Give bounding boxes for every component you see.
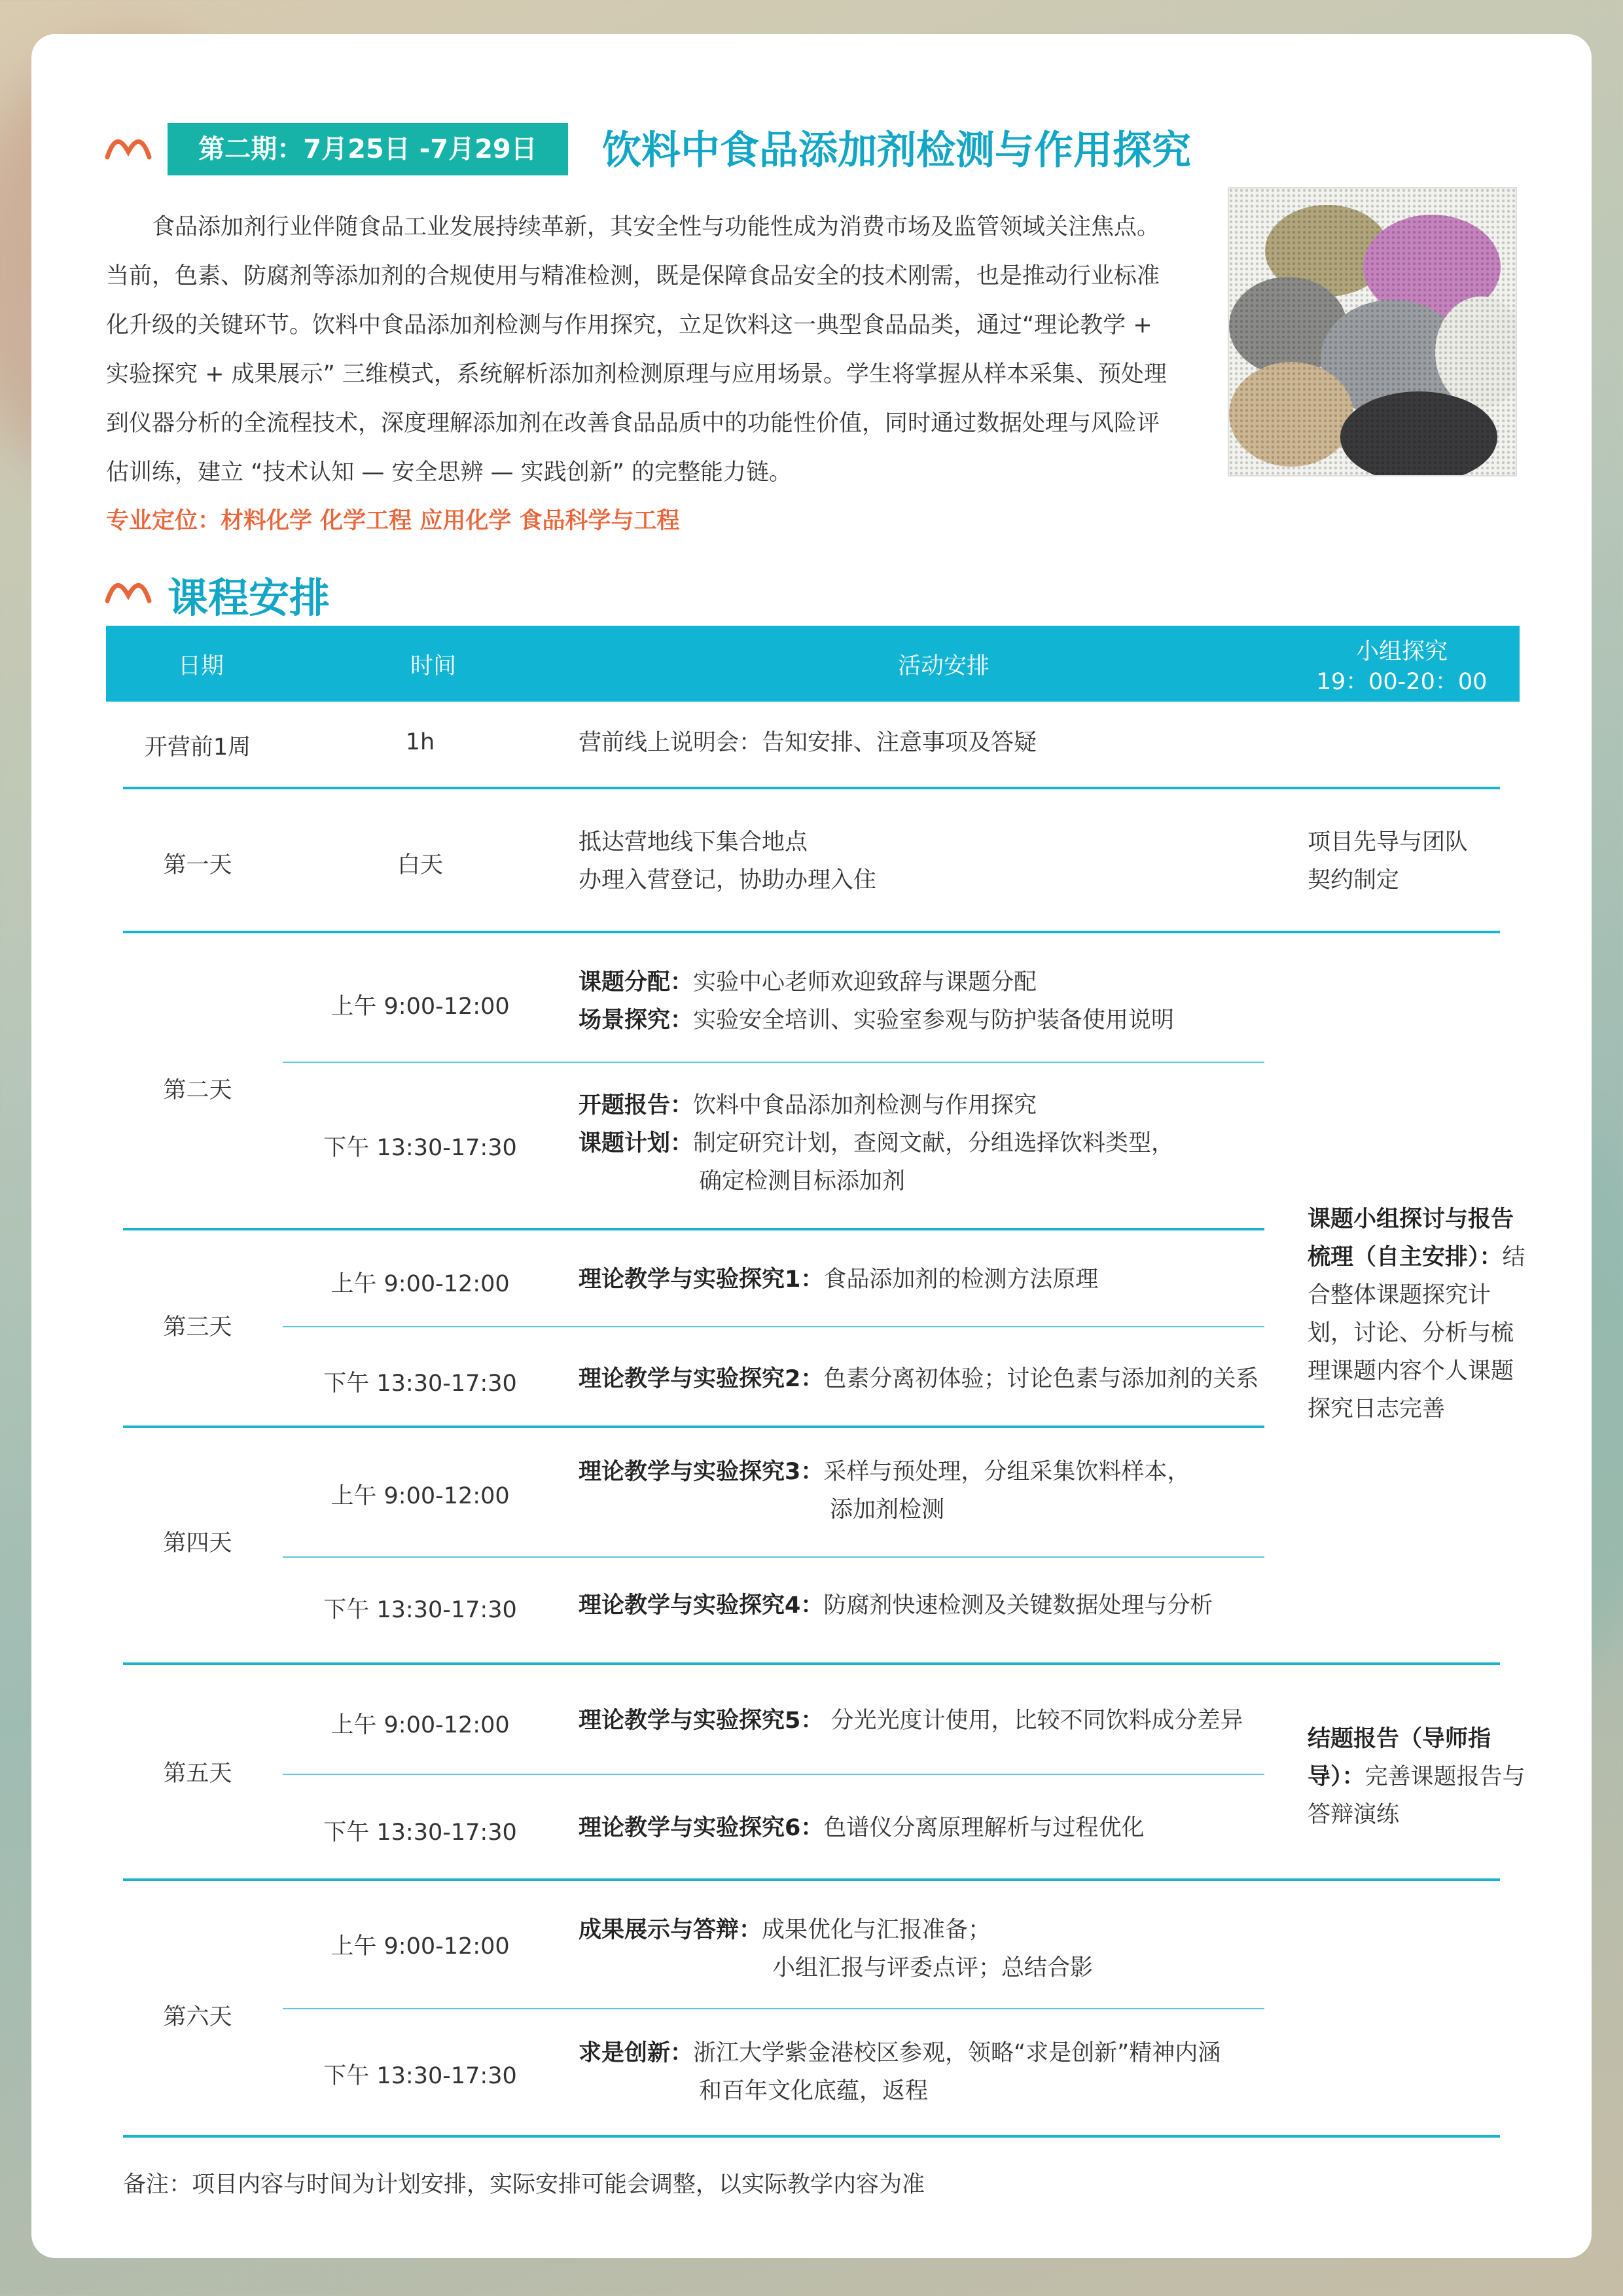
row-activity	[579, 1809, 1144, 1847]
intro-text	[106, 203, 1179, 497]
activity-line: 办理入营登记，协助办理入住	[579, 867, 877, 893]
activity-line: 抵达营地线下集合地点	[579, 829, 808, 855]
group-activity	[1308, 823, 1530, 899]
row-time: 上午 9:00-12:00	[330, 1483, 510, 1509]
row-divider	[123, 1426, 1264, 1428]
row-day: 第五天	[163, 1761, 232, 1787]
group-bold: 结题报告（导师指导）：	[1308, 1726, 1491, 1790]
row-activity	[579, 1587, 1213, 1624]
row-day: 第三天	[163, 1314, 232, 1340]
row-activity	[579, 1086, 1174, 1200]
header-time: 时间	[410, 653, 456, 679]
activity-line: 场景探究：实验安全培训、实验室参观与防护装备使用说明	[579, 1007, 1175, 1033]
row-divider	[123, 931, 1500, 933]
row-day: 开营前1周	[144, 734, 251, 761]
row-time: 下午 13:30-17:30	[323, 1135, 517, 1161]
row-day: 第二天	[163, 1077, 232, 1103]
activity-line: 课题计划：制定研究计划，查阅文献，分组选择饮料类型，	[579, 1130, 1175, 1157]
row-activity	[579, 1453, 1190, 1529]
row-activity	[579, 1702, 1243, 1740]
row-activity	[579, 1911, 1093, 1987]
wave-logo-icon	[105, 135, 152, 161]
activity-line: 和百年文化底蕴，返程	[699, 2078, 929, 2104]
header-date: 日期	[177, 653, 224, 679]
header-activity: 活动安排	[897, 653, 990, 679]
activity-line: 理论教学与实验探究4：防腐剂快速检测及关键数据处理与分析	[579, 1592, 1213, 1619]
row-time: 上午 9:00-12:00	[330, 994, 510, 1020]
row-activity	[579, 823, 876, 899]
group-activity	[1308, 1720, 1530, 1834]
row-time: 1h	[405, 729, 435, 755]
row-activity	[579, 1261, 1098, 1299]
sub-divider	[283, 2008, 1264, 2009]
wave-logo-icon	[105, 579, 152, 605]
row-divider	[123, 2135, 1500, 2138]
sub-divider	[283, 1774, 1264, 1775]
activity-line: 成果展示与答辩：成果优化与汇报准备；	[579, 1917, 991, 1943]
period-tag: 第二期：7月25日 -7月29日	[168, 123, 568, 175]
row-day: 第四天	[163, 1530, 232, 1556]
row-divider	[123, 1228, 1264, 1230]
page-title: 饮料中食品添加剂检测与作用探究	[602, 128, 1191, 173]
group-text: 结合整体课题探究计划，讨论、分析与梳理课题内容个人课题探究日志完善	[1308, 1244, 1525, 1422]
header-group: 小组探究	[1355, 639, 1448, 665]
group-text: 完善课题报告与答辩演练	[1308, 1764, 1525, 1828]
row-day: 第一天	[163, 852, 232, 878]
activity-line: 小组汇报与评委点评；总结合影	[772, 1955, 1094, 1981]
group-line: 项目先导与团队	[1308, 829, 1469, 855]
group-line: 契约制定	[1308, 867, 1400, 893]
section-title: 课程安排	[168, 574, 330, 622]
row-time: 下午 13:30-17:30	[323, 1597, 517, 1623]
sub-divider	[283, 1326, 1264, 1327]
activity-line: 理论教学与实验探究5： 分光光度计使用，比较不同饮料成分差异	[579, 1708, 1243, 1734]
activity-line: 理论教学与实验探究1：食品添加剂的检测方法原理	[579, 1266, 1099, 1293]
row-time: 上午 9:00-12:00	[330, 1712, 510, 1738]
row-divider	[123, 1662, 1500, 1665]
sub-divider	[283, 1556, 1264, 1558]
row-day: 第六天	[163, 2004, 232, 2030]
row-activity	[579, 1360, 1258, 1398]
activity-line: 添加剂检测	[830, 1497, 945, 1523]
row-activity	[579, 2034, 1221, 2110]
header-group-time: 19：00-20：00	[1316, 669, 1488, 695]
activity-line: 理论教学与实验探究3：采样与预处理，分组采集饮料样本，	[579, 1459, 1190, 1485]
row-time: 上午 9:00-12:00	[330, 1271, 510, 1297]
row-activity	[579, 963, 1174, 1039]
major-positioning: 专业定位：材料化学 化学工程 应用化学 食品科学与工程	[106, 508, 680, 534]
row-activity: 营前线上说明会：告知安排、注意事项及答疑	[579, 730, 1037, 756]
intro-paragraph: 食品添加剂行业伴随食品工业发展持续革新，其安全性与功能性成为消费市场及监管领域关注焦点。当前，色素、防腐剂等添加剂的合规使用与精准检测，既是保障食品安全的技术刚需，也是推动行业标准化升级的关键环节。饮料中食品添加剂检测与作用探究，立足饮料这一典型食品品类，通过“理论教学 + 实验探究 + 成果展示” 三维模式，系统解析添加剂检测原理与应用场景。学生将掌握从样本采集、预处理到仪器分析的全流程技术，深度理解添加剂在改善食品品质中的功能性价值，同时通过数据处理与风险评估训练，建立 “技术认知 — 安全思辨 — 实践创新” 的完整能力链。	[106, 214, 1167, 486]
activity-line: 理论教学与实验探究6：色谱仪分离原理解析与过程优化	[579, 1815, 1145, 1841]
activity-line: 课题分配：实验中心老师欢迎致辞与课题分配	[579, 969, 1037, 996]
activity-line: 理论教学与实验探究2：色素分离初体验；讨论色素与添加剂的关系	[579, 1366, 1259, 1392]
row-time: 下午 13:30-17:30	[323, 1820, 517, 1846]
row-time: 上午 9:00-12:00	[330, 1933, 510, 1960]
row-divider	[123, 1878, 1500, 1881]
row-time: 下午 13:30-17:30	[323, 2063, 517, 2089]
row-time: 白天	[397, 852, 443, 878]
row-divider	[123, 787, 1500, 789]
activity-line: 求是创新：浙江大学紫金港校区参观，领略“求是创新”精神内涵	[579, 2040, 1221, 2066]
group-bold: 课题小组探讨与报告梳理（自主安排）：	[1308, 1206, 1514, 1270]
group-activity	[1308, 1200, 1530, 1428]
footnote: 备注：项目内容与时间为计划安排，实际安排可能会调整，以实际教学内容为准	[123, 2172, 925, 2198]
row-time: 下午 13:30-17:30	[323, 1371, 517, 1397]
sub-divider	[283, 1062, 1264, 1063]
activity-line: 确定检测目标添加剂	[699, 1168, 906, 1194]
table-header	[106, 626, 1520, 702]
activity-line: 开题报告：饮料中食品添加剂检测与作用探究	[579, 1092, 1037, 1119]
additive-powders-photo	[1228, 187, 1517, 476]
